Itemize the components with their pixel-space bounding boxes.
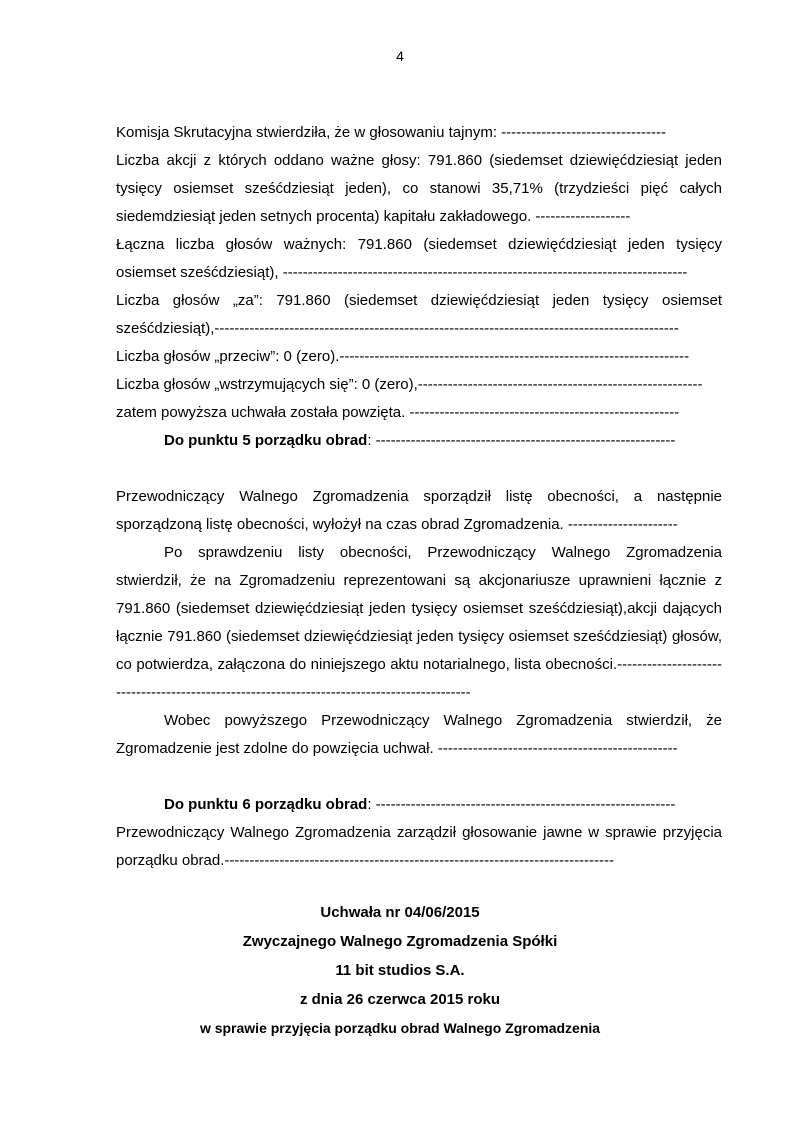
- agenda-item-6-dashes: : ------------------------------------------------------------: [367, 796, 676, 813]
- paragraph-votes-against: Liczba głosów „przeciw”: 0 (zero).----------------------------------------------------------------------: [116, 348, 690, 365]
- paragraph-votes-for: Liczba głosów „za”: 791.860 (siedemset dziewięćdziesiąt jeden tysięcy osiemset sześćdziesiąt),---------------------------------------------------------------------------------------------: [116, 292, 722, 337]
- spacer: [116, 763, 722, 791]
- paragraph-open-vote: Przewodniczący Walnego Zgromadzenia zarządził głosowanie jawne w sprawie przyjęcia porządku obrad.------------------------------------------------------------------------------: [116, 824, 722, 869]
- resolution-company: 11 bit studios S.A.: [335, 962, 465, 979]
- resolution-header: [0, 898, 800, 1043]
- resolution-subject: w sprawie przyjęcia porządku obrad Walnego Zgromadzenia: [199, 1020, 601, 1036]
- paragraph-shares-valid-votes: Liczba akcji z których oddano ważne głosy: 791.860 (siedemset dziewięćdziesiąt jeden tysięcy osiemset sześćdziesiąt jeden), co stanowi 35,71% (trzydzieści pięć całych siedemdziesiąt jeden setnych procenta) kapitału zakładowego. -------------------: [116, 152, 722, 225]
- paragraph-quorum: Wobec powyższego Przewodniczący Walnego Zgromadzenia stwierdził, że Zgromadzenie jest zdolne do powzięcia uchwał. ------------------------------------------------: [116, 712, 722, 757]
- resolution-number: Uchwała nr 04/06/2015: [320, 904, 480, 921]
- spacer: [116, 455, 722, 483]
- agenda-item-6-heading: [116, 791, 722, 819]
- paragraph-votes-abstain: Liczba głosów „wstrzymujących się”: 0 (zero),---------------------------------------------------------: [116, 376, 703, 393]
- resolution-date: z dnia 26 czerwca 2015 roku: [299, 991, 501, 1008]
- document-body: [116, 119, 722, 875]
- agenda-item-5-dashes: : ------------------------------------------------------------: [367, 432, 676, 449]
- paragraph-resolution-adopted: zatem powyższa uchwała została powzięta. ------------------------------------------------------: [116, 404, 680, 421]
- resolution-assembly: Zwyczajnego Walnego Zgromadzenia Spółki: [242, 933, 558, 950]
- page-number: 4: [396, 48, 404, 64]
- paragraph-attendance-check: Po sprawdzeniu listy obecności, Przewodniczący Walnego Zgromadzenia stwierdził, że na Zgromadzeniu reprezentowani są akcjonariusze uprawnieni łącznie z 791.860 (siedemset dziewięćdziesiąt jeden tysięcy osiemset sześćdziesiąt),akcji dających łącznie 791.860 (siedemset dziewięćdziesiąt jeden tysięcy osiemset sześćdziesiąt) głosów, co potwierdza, załączona do niniejszego aktu notarialnego, lista obecności.--------------------------------------------------------------------------------------------: [116, 544, 722, 701]
- agenda-item-6-title: Do punktu 6 porządku obrad: [164, 796, 368, 813]
- paragraph-commission: Komisja Skrutacyjna stwierdziła, że w głosowaniu tajnym: ---------------------------------: [116, 124, 666, 141]
- paragraph-total-valid-votes: Łączna liczba głosów ważnych: 791.860 (siedemset dziewięćdziesiąt jeden tysięcy osiemset sześćdziesiąt), ---------------------------------------------------------------------------------: [116, 236, 722, 281]
- agenda-item-5-title: Do punktu 5 porządku obrad: [164, 432, 368, 449]
- agenda-item-5-heading: [116, 427, 722, 455]
- paragraph-attendance-list: Przewodniczący Walnego Zgromadzenia sporządził listę obecności, a następnie sporządzoną listę obecności, wyłożył na czas obrad Zgromadzenia. ----------------------: [116, 488, 722, 533]
